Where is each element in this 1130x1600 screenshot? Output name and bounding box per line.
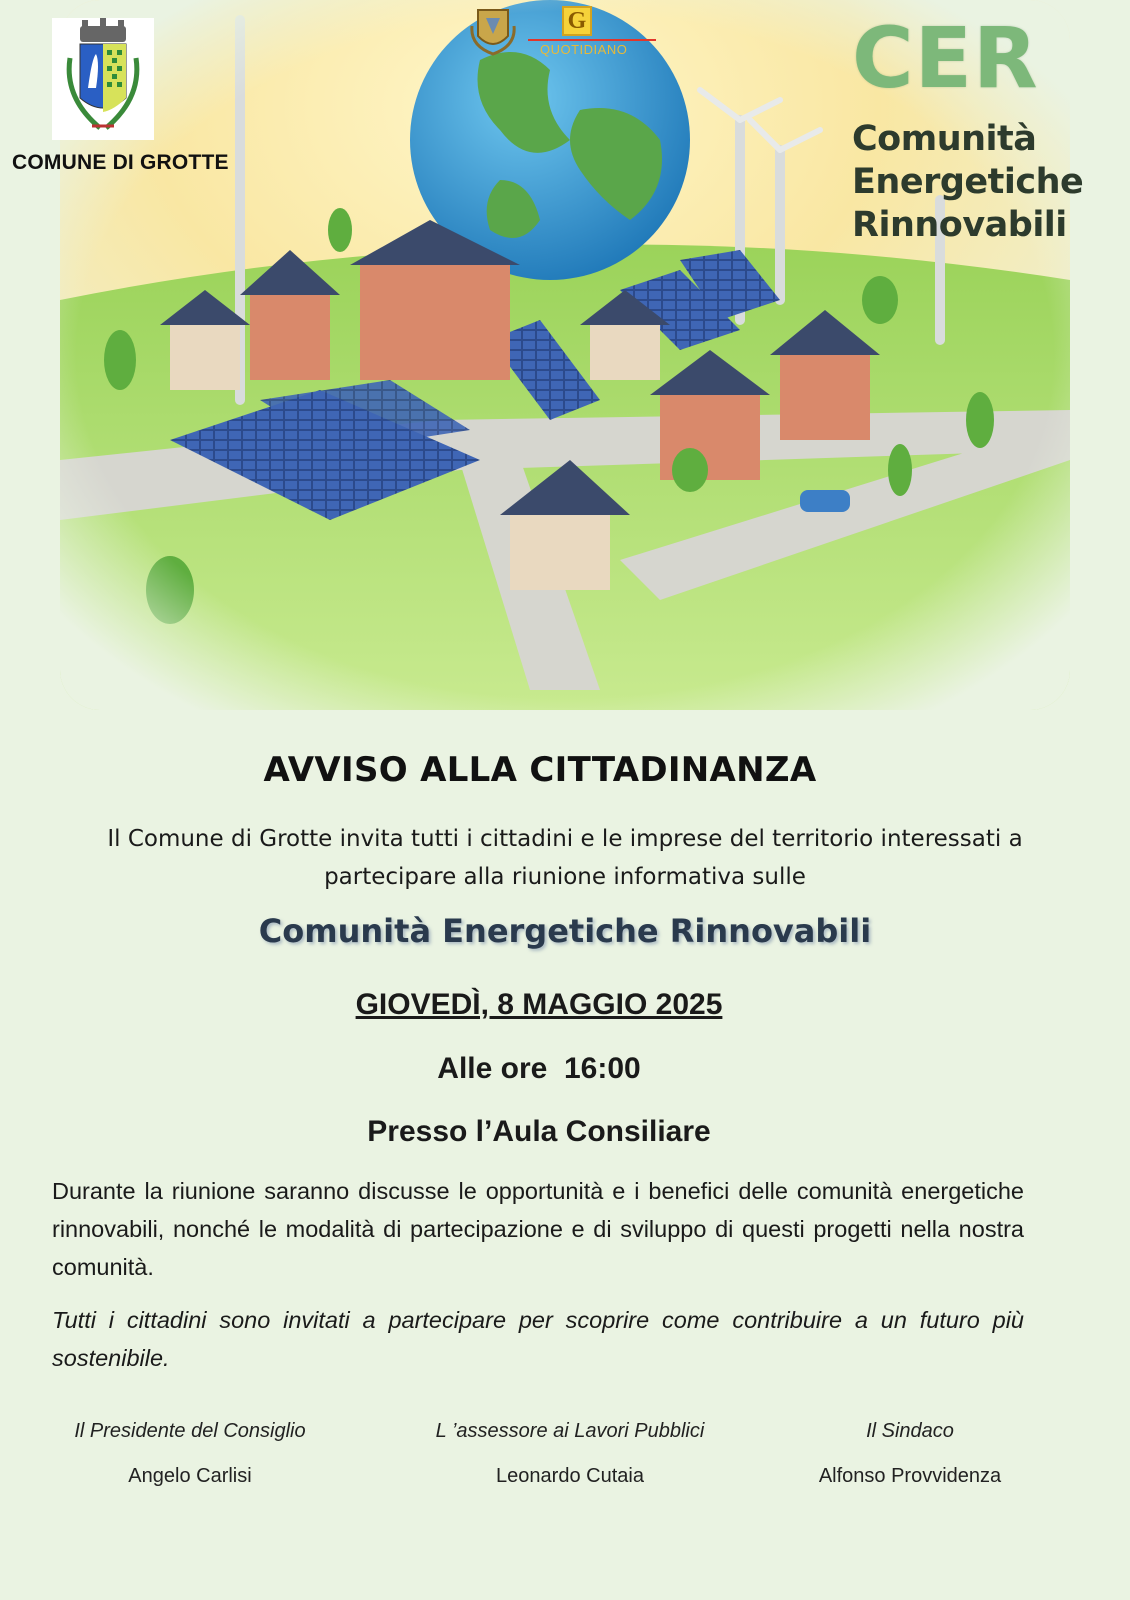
cer-subtitle-line1: Comunità [852, 119, 1037, 159]
signature-role: Il Sindaco [866, 1420, 954, 1442]
meeting-time: Alle ore 16:00 [437, 1052, 641, 1085]
signature-sindaco [790, 1420, 1030, 1488]
meeting-place: Presso l’Aula Consiliare [367, 1115, 711, 1148]
signature-president [60, 1420, 320, 1488]
logo-divider [528, 39, 656, 41]
quotidiano-label: QUOTIDIANO [540, 42, 628, 57]
meeting-date-text: GIOVEDÌ, 8 MAGGIO 2025 [355, 988, 723, 1021]
meeting-date [0, 988, 1078, 1022]
signature-name: Alfonso Provvidenza [818, 1465, 1002, 1487]
comune-crest-logo [52, 18, 154, 140]
cer-subtitle-line2: Energetiche [852, 162, 1084, 202]
signature-name: Leonardo Cutaia [496, 1465, 644, 1487]
signature-assessore [420, 1420, 720, 1488]
cer-title: CER [852, 9, 1039, 107]
comune-label: COMUNE DI GROTTE [12, 151, 229, 174]
newspaper-logos [468, 4, 658, 56]
quotidiano-g-logo: G [562, 6, 592, 36]
notice-paragraph: Durante la riunione saranno discusse le opportunità e i benefici delle comunità energetiche rinnovabili, nonché le modalità di partecipazione e di sviluppo di questi progetti nella nostra comunità. [52, 1178, 1024, 1280]
emblem-logo [468, 6, 518, 56]
notice-heading: AVVISO ALLA CITTADINANZA [263, 750, 817, 790]
signature-name: Angelo Carlisi [128, 1465, 252, 1487]
cer-title-block [852, 9, 1122, 247]
cer-subtitle [852, 118, 1122, 247]
notice-closing: Tutti i cittadini sono invitati a partecipare per scoprire come contribuire a un futuro più sostenibile. [52, 1307, 1024, 1371]
signature-role: L ’assessore ai Lavori Pubblici [435, 1420, 705, 1442]
signature-role: Il Presidente del Consiglio [74, 1420, 306, 1442]
notice-subject: Comunità Energetiche Rinnovabili [258, 912, 872, 950]
cer-subtitle-line3: Rinnovabili [852, 205, 1067, 245]
notice-intro: Il Comune di Grotte invita tutti i cittadini e le imprese del territorio interessati a partecipare alla riunione informativa sulle [107, 826, 1023, 890]
